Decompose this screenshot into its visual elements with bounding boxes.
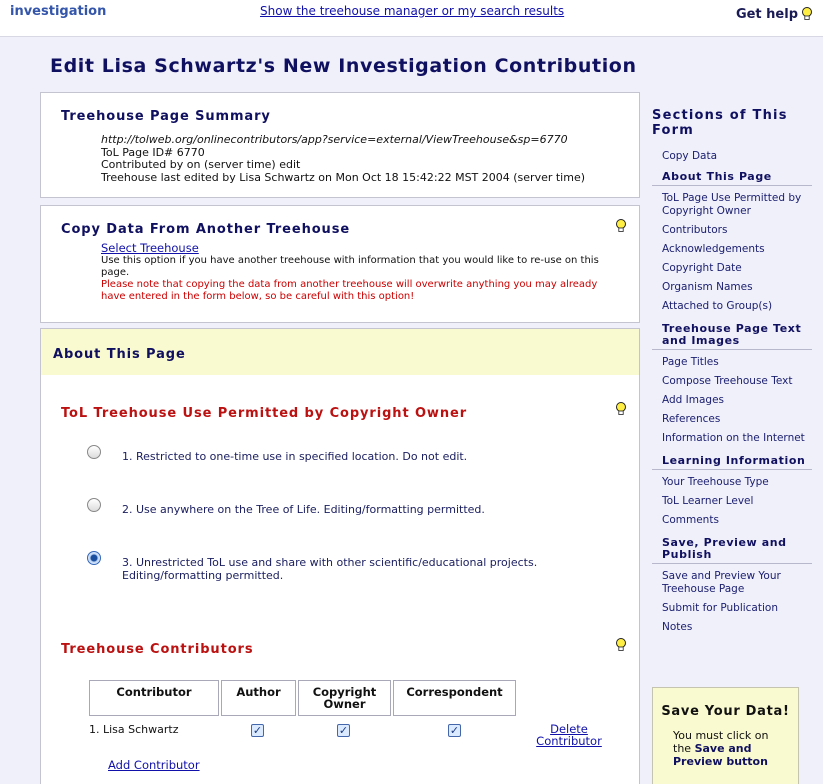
sidebar-item-copyright-date[interactable]: Copyright Date bbox=[662, 262, 742, 274]
save-box-title: Save Your Data! bbox=[661, 704, 790, 719]
radio-option-3-selected[interactable] bbox=[87, 551, 101, 565]
contributors-title: Treehouse Contributors bbox=[61, 642, 254, 657]
sidebar-item-references[interactable]: References bbox=[662, 413, 721, 425]
lightbulb-icon[interactable] bbox=[615, 637, 627, 653]
sidebar-item-copy-data[interactable]: Copy Data bbox=[662, 150, 718, 162]
sidebar-item-submit[interactable]: Submit for Publication bbox=[662, 602, 778, 614]
column-header: Author bbox=[221, 680, 296, 716]
copy-data-warning: Please note that copying the data from another treehouse will overwrite anything you may already have entered in the form below, so be careful with this option! bbox=[101, 279, 598, 302]
get-help-button[interactable] bbox=[736, 6, 813, 22]
sidebar-item-internet-info[interactable]: Information on the Internet bbox=[662, 432, 805, 444]
sidebar-title: Sections of This Form bbox=[652, 108, 788, 138]
use-permitted-title: ToL Treehouse Use Permitted by Copyright Owner bbox=[61, 406, 468, 421]
select-treehouse-link[interactable]: Select Treehouse bbox=[101, 241, 199, 255]
lightbulb-icon[interactable] bbox=[615, 401, 627, 417]
sidebar-group-save-publish[interactable]: Save, Preview and Publish bbox=[652, 537, 812, 564]
sidebar-item-notes[interactable]: Notes bbox=[662, 621, 693, 633]
save-box-text bbox=[653, 719, 798, 768]
sidebar-item-use-permitted[interactable]: ToL Page Use Permitted by Copyright Owner bbox=[662, 192, 802, 217]
column-header: Correspondent bbox=[393, 680, 516, 716]
copy-data-heading: Copy Data From Another Treehouse bbox=[61, 222, 351, 237]
treehouse-url: http://tolweb.org/onlinecontributors/app?service=external/ViewTreehouse&sp=6770 bbox=[101, 133, 568, 146]
table-row bbox=[89, 723, 609, 749]
about-heading: About This Page bbox=[53, 347, 186, 362]
sidebar-group-learning[interactable]: Learning Information bbox=[652, 455, 812, 470]
save-box-text-bold: Save and Preview button bbox=[673, 742, 768, 768]
copy-data-description: Use this option if you have another treehouse with information that you would like to re-use on this page. bbox=[101, 255, 599, 278]
lightbulb-icon[interactable] bbox=[615, 218, 627, 234]
use-option-label: 2. Use anywhere on the Tree of Life. Editing/formatting permitted. bbox=[122, 503, 485, 516]
sidebar-item-comments[interactable]: Comments bbox=[662, 514, 719, 526]
radio-option-2[interactable] bbox=[87, 498, 101, 512]
sidebar-item-contributors[interactable]: Contributors bbox=[662, 224, 728, 236]
save-data-box bbox=[652, 687, 799, 784]
treehouse-manager-link[interactable]: Show the treehouse manager or my search results bbox=[260, 4, 565, 18]
sidebar-group-text-images[interactable]: Treehouse Page Text and Images bbox=[652, 323, 812, 350]
use-option-label: 1. Restricted to one-time use in specified location. Do not edit. bbox=[122, 450, 468, 463]
copyright-owner-checkbox[interactable]: ✓ bbox=[338, 724, 349, 737]
sidebar-item-attached-groups[interactable]: Attached to Group(s) bbox=[662, 300, 773, 312]
sidebar-item-acknowledgements[interactable]: Acknowledgements bbox=[662, 243, 765, 255]
column-header: Copyright Owner bbox=[298, 680, 391, 716]
contributors-table bbox=[87, 678, 518, 718]
sidebar-item-page-titles[interactable]: Page Titles bbox=[662, 356, 719, 368]
about-page-section bbox=[40, 375, 640, 784]
lightbulb-icon bbox=[801, 6, 813, 22]
sidebar-item-save-preview[interactable]: Save and Preview Your Treehouse Page bbox=[662, 570, 781, 595]
sidebar-item-add-images[interactable]: Add Images bbox=[662, 394, 725, 406]
page-title: Edit Lisa Schwartz's New Investigation Contribution bbox=[50, 55, 637, 77]
radio-option-1[interactable] bbox=[87, 445, 101, 459]
sidebar-item-compose-text[interactable]: Compose Treehouse Text bbox=[662, 375, 793, 387]
column-header: Contributor bbox=[89, 680, 219, 716]
summary-heading: Treehouse Page Summary bbox=[61, 109, 271, 124]
brand-label: investigation bbox=[10, 4, 107, 19]
contributor-name: 1. Lisa Schwartz bbox=[89, 723, 179, 736]
copy-data-panel bbox=[40, 205, 640, 323]
contributed-line: Contributed by on (server time) edit bbox=[101, 158, 301, 171]
form-sections-sidebar bbox=[652, 108, 812, 640]
delete-contributor-link[interactable]: Delete Contributor bbox=[536, 722, 602, 748]
page-id: ToL Page ID# 6770 bbox=[101, 145, 205, 159]
sidebar-group-about[interactable]: About This Page bbox=[652, 171, 812, 186]
about-page-header bbox=[40, 328, 640, 376]
top-bar bbox=[0, 0, 823, 37]
get-help-label: Get help bbox=[735, 6, 798, 22]
sidebar-item-treehouse-type[interactable]: Your Treehouse Type bbox=[662, 476, 769, 488]
last-edited-line: Treehouse last edited by Lisa Schwartz on Mon Oct 18 15:42:22 MST 2004 (server time) bbox=[101, 170, 586, 184]
sidebar-item-learner-level[interactable]: ToL Learner Level bbox=[662, 495, 754, 507]
save-box-text-pre: You must click on the bbox=[673, 729, 769, 755]
treehouse-summary-panel bbox=[40, 92, 640, 198]
sidebar-item-organism-names[interactable]: Organism Names bbox=[662, 281, 753, 293]
author-checkbox[interactable]: ✓ bbox=[252, 724, 263, 737]
correspondent-checkbox[interactable]: ✓ bbox=[449, 724, 460, 737]
add-contributor-link[interactable]: Add Contributor bbox=[108, 758, 200, 772]
use-option-label: 3. Unrestricted ToL use and share with other scientific/educational projects. Editing/formatting permitted. bbox=[122, 556, 538, 582]
